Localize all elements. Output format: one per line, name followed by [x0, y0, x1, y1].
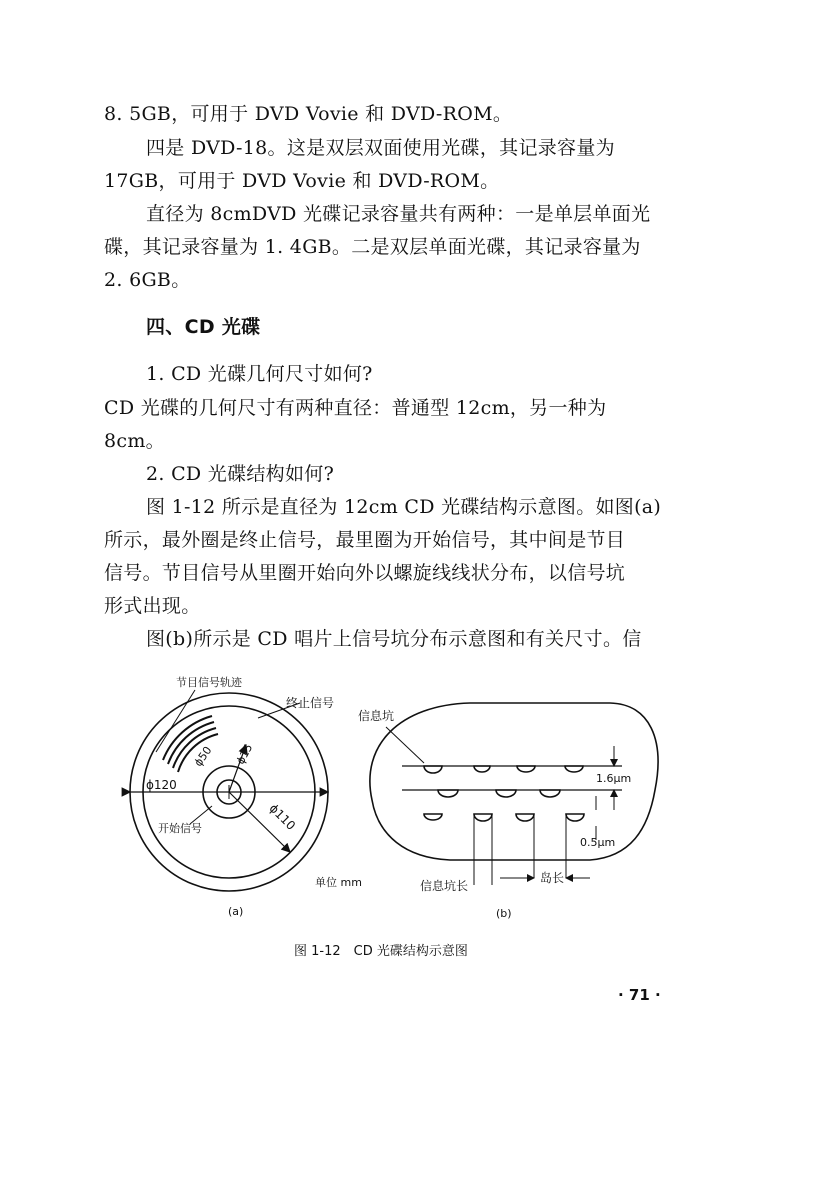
label-track: 节目信号轨迹 [176, 676, 242, 689]
text-line: 信号。节目信号从里圈开始向外以螺旋线线状分布，以信号坑 [104, 562, 626, 584]
sublabel-a: (a) [228, 905, 244, 918]
section-heading: 四、CD 光碟 [146, 316, 261, 338]
label-width: 0.5μm [580, 836, 616, 849]
label-pit: 信息坑 [358, 709, 395, 723]
label-dia-120: ϕ120 [146, 778, 177, 792]
text-line: 图 1-12 所示是直径为 12cm CD 光碟结构示意图。如图(a) [146, 496, 662, 518]
text-line: CD 光碟的几何尺寸有两种直径：普通型 12cm，另一种为 [104, 397, 607, 419]
text-line: 四是 DVD-18。这是双层双面使用光碟，其记录容量为 [146, 137, 615, 159]
text-line: 17GB，可用于 DVD Vovie 和 DVD-ROM。 [104, 170, 500, 192]
text-line: 2. 6GB。 [104, 269, 191, 291]
question-heading: 1. CD 光碟几何尺寸如何? [146, 363, 373, 385]
label-dia-15: ϕ15 [233, 741, 256, 767]
text-line: 8. 5GB，可用于 DVD Vovie 和 DVD-ROM。 [104, 103, 513, 125]
text-line: 碟，其记录容量为 1. 4GB。二是双层单面光碟，其记录容量为 [104, 236, 641, 258]
figure-caption: 图 1-12 CD 光碟结构示意图 [294, 944, 468, 959]
text-line: 8cm。 [104, 430, 165, 452]
label-land-length: 岛长 [540, 871, 565, 885]
sublabel-b: (b) [496, 907, 512, 920]
label-pitch: 1.6μm [596, 772, 632, 785]
page-number: · 71 · [618, 986, 661, 1004]
label-dia-110: ϕ110 [266, 801, 299, 833]
text-line: 图(b)所示是 CD 唱片上信号坑分布示意图和有关尺寸。信 [146, 628, 642, 650]
label-pit-length: 信息坑长 [420, 879, 469, 893]
label-unit: 单位 mm [315, 876, 362, 889]
label-start: 开始信号 [158, 822, 202, 835]
text-line: 直径为 8cmDVD 光碟记录容量共有两种：一是单层单面光 [146, 203, 651, 225]
text-line: 形式出现。 [104, 595, 201, 617]
label-stop: 终止信号 [286, 696, 335, 710]
text-line: 所示，最外圈是终止信号，最里圈为开始信号，其中间是节目 [104, 529, 626, 551]
figure-b-pits [370, 703, 658, 885]
question-heading: 2. CD 光碟结构如何? [146, 463, 335, 485]
label-dia-50: ϕ50 [191, 744, 215, 769]
